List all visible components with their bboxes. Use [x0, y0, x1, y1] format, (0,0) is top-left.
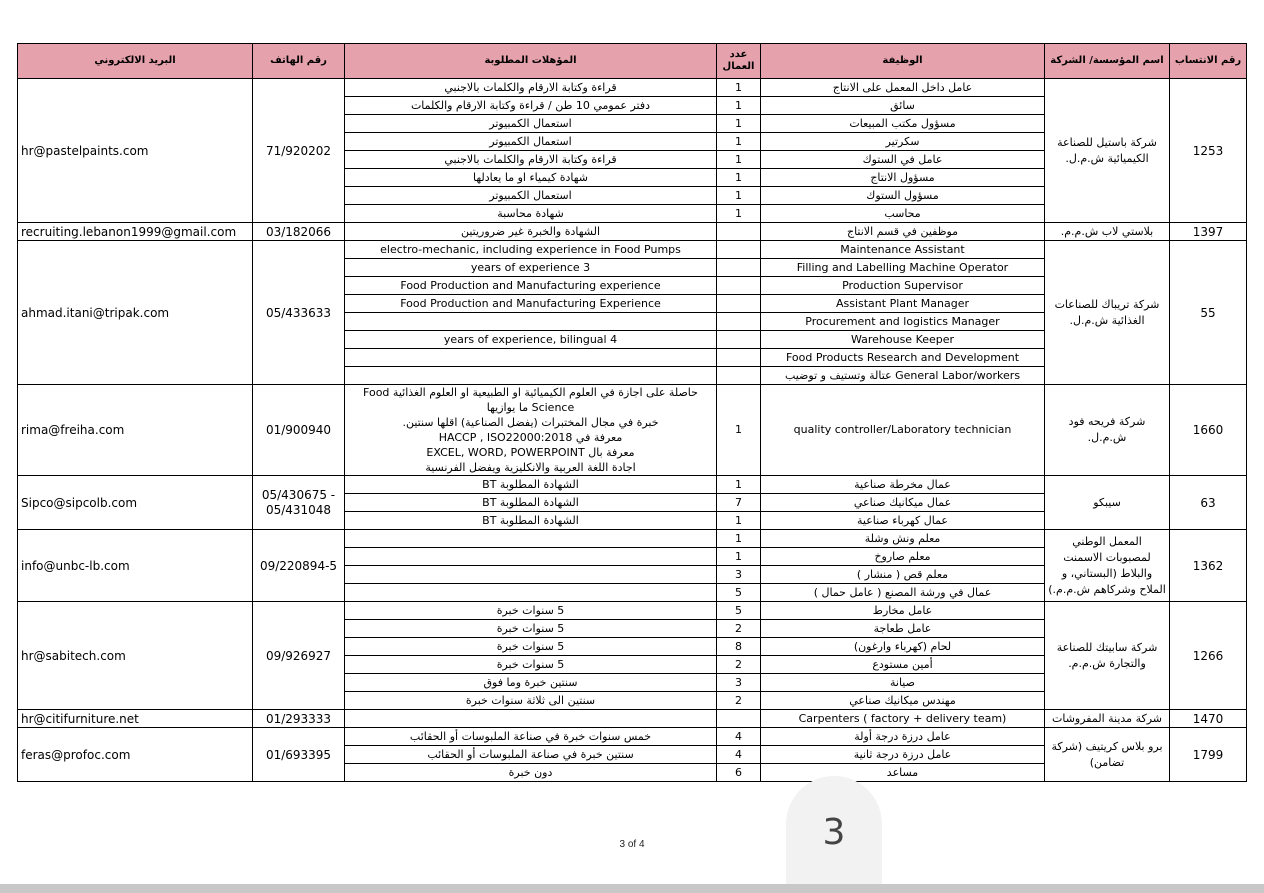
workers-count-cell: 1 — [717, 548, 761, 566]
phone-cell: 09/926927 — [253, 602, 345, 710]
qualifications-cell: 5 سنوات خبرة — [345, 602, 717, 620]
header-qualifications: المؤهلات المطلوبة — [345, 44, 717, 79]
job-title-cell: مهندس ميكانيك صناعي — [761, 692, 1045, 710]
qualifications-cell: استعمال الكمبيوتر — [345, 187, 717, 205]
job-title-cell: Food Products Research and Development — [761, 349, 1045, 367]
qualifications-cell — [345, 584, 717, 602]
job-title-cell: عامل درزة درجة أولة — [761, 728, 1045, 746]
page-number-tab-label: 3 — [822, 812, 846, 853]
qualifications-cell: electro-mechanic, including experience in Food Pumps — [345, 241, 717, 259]
workers-count-cell: 4 — [717, 728, 761, 746]
jobs-table — [17, 43, 1247, 782]
company-name-cell: شركة مدينة المفروشات — [1045, 710, 1170, 728]
workers-count-cell: 1 — [717, 133, 761, 151]
job-title-cell: معلم ونش وشلة — [761, 530, 1045, 548]
workers-count-cell — [717, 259, 761, 277]
email-cell: recruiting.lebanon1999@gmail.com — [18, 223, 253, 241]
company-name-cell: المعمل الوطني لمصبوبات الاسمنت والبلاط (البستاني، و الملاح وشركاهم ش.م.م.) — [1045, 530, 1170, 602]
workers-count-cell: 8 — [717, 638, 761, 656]
header-membership-no: رقم الانتساب — [1170, 44, 1247, 79]
job-title-cell: Assistant Plant Manager — [761, 295, 1045, 313]
company-name-cell: شركة فريحه فود ش.م.ل. — [1045, 385, 1170, 476]
email-cell: info@unbc-lb.com — [18, 530, 253, 602]
workers-count-cell — [717, 710, 761, 728]
qualifications-cell: الشهادة المطلوبة BT — [345, 512, 717, 530]
workers-count-cell — [717, 277, 761, 295]
qualifications-cell: الشهادة والخبرة غير ضروريتين — [345, 223, 717, 241]
qualifications-cell — [345, 566, 717, 584]
company-name-cell: سيبكو — [1045, 476, 1170, 530]
qualifications-cell: 5 سنوات خبرة — [345, 638, 717, 656]
workers-count-cell: 1 — [717, 169, 761, 187]
phone-cell: 01/693395 — [253, 728, 345, 782]
workers-count-cell: 3 — [717, 566, 761, 584]
workers-count-cell — [717, 313, 761, 331]
email-cell: hr@pastelpaints.com — [18, 79, 253, 223]
qualification-line: خبرة في مجال المختبرات (يفضل الصناعية) اقلها سنتين. — [402, 416, 659, 429]
qualifications-cell: 5 سنوات خبرة — [345, 656, 717, 674]
membership-no-cell: 1253 — [1170, 79, 1247, 223]
qualifications-cell: سنتين الى ثلاثة سنوات خبرة — [345, 692, 717, 710]
qualifications-cell — [345, 530, 717, 548]
header-company: اسم المؤسسة/ الشركة — [1045, 44, 1170, 79]
workers-count-cell — [717, 241, 761, 259]
company-name-cell: شركة تريباك للصناعات الغذائية ش.م.ل. — [1045, 241, 1170, 385]
qualification-line: حاصلة على اجازة في العلوم الكيميائية او الطبيعية او العلوم الغذائية Food — [363, 386, 698, 399]
workers-count-cell: 1 — [717, 79, 761, 97]
membership-no-cell: 1660 — [1170, 385, 1247, 476]
qualifications-cell: قراءة وكتابة الارقام والكلمات بالاجنبي — [345, 151, 717, 169]
job-title-cell: Warehouse Keeper — [761, 331, 1045, 349]
workers-count-cell: 6 — [717, 764, 761, 782]
job-title-cell: عامل مخارط — [761, 602, 1045, 620]
job-title-cell: مسؤول الستوك — [761, 187, 1045, 205]
workers-count-cell: 5 — [717, 584, 761, 602]
header-workers: عدد العمال — [717, 44, 761, 79]
table-row — [18, 241, 1247, 259]
table-row — [18, 79, 1247, 97]
table-row — [18, 385, 1247, 476]
header-job: الوظيفة — [761, 44, 1045, 79]
qualifications-cell — [345, 313, 717, 331]
job-title-cell: مسؤول الانتاج — [761, 169, 1045, 187]
header-phone: رقم الهاتف — [253, 44, 345, 79]
membership-no-cell: 55 — [1170, 241, 1247, 385]
workers-count-cell — [717, 367, 761, 385]
workers-count-cell: 7 — [717, 494, 761, 512]
workers-count-cell: 1 — [717, 476, 761, 494]
qualifications-cell — [345, 367, 717, 385]
bottom-scrollbar[interactable] — [0, 884, 1264, 893]
qualifications-cell: دون خبرة — [345, 764, 717, 782]
page-number-tab[interactable] — [786, 776, 882, 893]
job-title-cell: Procurement and logistics Manager — [761, 313, 1045, 331]
qualifications-cell — [345, 548, 717, 566]
job-title-cell: عمال ميكانيك صناعي — [761, 494, 1045, 512]
header-row — [18, 44, 1247, 79]
qualifications-cell: Food Production and Manufacturing experience — [345, 277, 717, 295]
workers-count-cell: 1 — [717, 97, 761, 115]
qualification-line: Science ما يوازيها — [486, 401, 575, 414]
workers-count-cell: 2 — [717, 620, 761, 638]
email-cell: Sipco@sipcolb.com — [18, 476, 253, 530]
qualifications-cell: خمس سنوات خبرة في صناعة الملبوسات أو الحقائب — [345, 728, 717, 746]
job-title-cell: quality controller/Laboratory technician — [761, 385, 1045, 476]
qualifications-cell: الشهادة المطلوبة BT — [345, 494, 717, 512]
qualifications-cell: Food Production and Manufacturing Experience — [345, 295, 717, 313]
table-row — [18, 728, 1247, 746]
qualification-line: معرفة بال EXCEL, WORD, POWERPOINT — [426, 446, 635, 459]
workers-count-cell: 1 — [717, 512, 761, 530]
job-title-cell: Carpenters ( factory + delivery team) — [761, 710, 1045, 728]
company-name-cell: شركة باستيل للصناعة الكيميائية ش.م.ل. — [1045, 79, 1170, 223]
workers-count-cell: 4 — [717, 746, 761, 764]
job-title-cell: عمال في ورشة المصنع ( عامل حمال ) — [761, 584, 1045, 602]
workers-count-cell — [717, 223, 761, 241]
job-title-cell: محاسب — [761, 205, 1045, 223]
table-row — [18, 530, 1247, 548]
table-row — [18, 223, 1247, 241]
job-title-cell: سائق — [761, 97, 1045, 115]
job-title-cell: سكرتير — [761, 133, 1045, 151]
company-name-cell: شركة سابيتك للصناعة والتجارة ش.م.م. — [1045, 602, 1170, 710]
email-cell: hr@sabitech.com — [18, 602, 253, 710]
email-cell: ahmad.itani@tripak.com — [18, 241, 253, 385]
email-cell: hr@citifurniture.net — [18, 710, 253, 728]
table-row — [18, 476, 1247, 494]
job-title-cell: عامل داخل المعمل على الانتاج — [761, 79, 1045, 97]
job-title-cell: عامل درزة درجة ثانية — [761, 746, 1045, 764]
job-title-cell: عمال كهرباء صناعية — [761, 512, 1045, 530]
workers-count-cell: 1 — [717, 385, 761, 476]
page-footer: 3 of 4 — [619, 839, 645, 850]
job-title-cell: عامل في الستوك — [761, 151, 1045, 169]
job-title-cell: لحام (كهرباء وارغون) — [761, 638, 1045, 656]
workers-count-cell: 1 — [717, 115, 761, 133]
qualifications-cell — [345, 710, 717, 728]
header-email: البريد الالكتروني — [18, 44, 253, 79]
qualifications-cell: سنتين خبرة في صناعة الملبوسات أو الحقائب — [345, 746, 717, 764]
qualification-line: اجادة اللغة العربية والانكليزية ويفضل الفرنسية — [425, 461, 636, 474]
phone-cell: 05/433633 — [253, 241, 345, 385]
qualifications-cell: 3 years of experience — [345, 259, 717, 277]
job-title-cell: General Labor/workers عتالة وتستيف و توضيب — [761, 367, 1045, 385]
qualifications-cell: سنتين خبرة وما فوق — [345, 674, 717, 692]
membership-no-cell: 1470 — [1170, 710, 1247, 728]
table-row — [18, 710, 1247, 728]
job-title-cell: مسؤول مكتب المبيعات — [761, 115, 1045, 133]
membership-no-cell: 63 — [1170, 476, 1247, 530]
phone-line: 05/431048 — [265, 502, 332, 517]
company-name-cell: بلاستي لاب ش.م.م. — [1045, 223, 1170, 241]
job-title-cell: عامل طعاجة — [761, 620, 1045, 638]
qualifications-cell: الشهادة المطلوبة BT — [345, 476, 717, 494]
job-title-cell: مساعد — [761, 764, 1045, 782]
job-title-cell: معلم صاروخ — [761, 548, 1045, 566]
workers-count-cell — [717, 331, 761, 349]
phone-cell: 03/182066 — [253, 223, 345, 241]
workers-count-cell: 2 — [717, 692, 761, 710]
job-title-cell: موظفين في قسم الانتاج — [761, 223, 1045, 241]
membership-no-cell: 1799 — [1170, 728, 1247, 782]
job-title-cell: Production Supervisor — [761, 277, 1045, 295]
email-cell: rima@freiha.com — [18, 385, 253, 476]
job-title-cell: معلم قص ( منشار ) — [761, 566, 1045, 584]
company-name-cell: برو بلاس كريتيف (شركة تضامن) — [1045, 728, 1170, 782]
qualifications-cell: استعمال الكمبيوتر — [345, 115, 717, 133]
phone-cell — [253, 476, 345, 530]
qualifications-cell: شهادة كيمياء او ما يعادلها — [345, 169, 717, 187]
membership-no-cell: 1362 — [1170, 530, 1247, 602]
workers-count-cell — [717, 295, 761, 313]
email-cell: feras@profoc.com — [18, 728, 253, 782]
job-title-cell: Filling and Labelling Machine Operator — [761, 259, 1045, 277]
qualification-line: معرفة في HACCP , ISO22000:2018 — [438, 431, 623, 444]
job-title-cell: عمال مخرطة صناعية — [761, 476, 1045, 494]
workers-count-cell: 2 — [717, 656, 761, 674]
workers-count-cell: 5 — [717, 602, 761, 620]
qualifications-cell: قراءة وكتابة الارقام والكلمات بالاجنبي — [345, 79, 717, 97]
table-row — [18, 602, 1247, 620]
qualifications-cell: استعمال الكمبيوتر — [345, 133, 717, 151]
qualifications-cell: شهادة محاسبة — [345, 205, 717, 223]
job-title-cell: صيانة — [761, 674, 1045, 692]
qualifications-cell — [345, 385, 717, 476]
qualifications-cell — [345, 349, 717, 367]
phone-cell: 01/900940 — [253, 385, 345, 476]
phone-cell: 71/920202 — [253, 79, 345, 223]
membership-no-cell: 1397 — [1170, 223, 1247, 241]
workers-count-cell: 3 — [717, 674, 761, 692]
phone-line: 05/430675 - — [261, 487, 336, 502]
workers-count-cell: 1 — [717, 530, 761, 548]
qualifications-cell: 5 سنوات خبرة — [345, 620, 717, 638]
membership-no-cell: 1266 — [1170, 602, 1247, 710]
workers-count-cell: 1 — [717, 151, 761, 169]
phone-cell: 01/293333 — [253, 710, 345, 728]
workers-count-cell: 1 — [717, 187, 761, 205]
workers-count-cell — [717, 349, 761, 367]
phone-cell: 09/220894-5 — [253, 530, 345, 602]
jobs-table-body — [18, 79, 1247, 782]
job-title-cell: أمين مستودع — [761, 656, 1045, 674]
qualifications-cell: 4 years of experience, bilingual — [345, 331, 717, 349]
job-title-cell: Maintenance Assistant — [761, 241, 1045, 259]
workers-count-cell: 1 — [717, 205, 761, 223]
qualifications-cell: دفتر عمومي 10 طن / قراءة وكتابة الارقام والكلمات — [345, 97, 717, 115]
